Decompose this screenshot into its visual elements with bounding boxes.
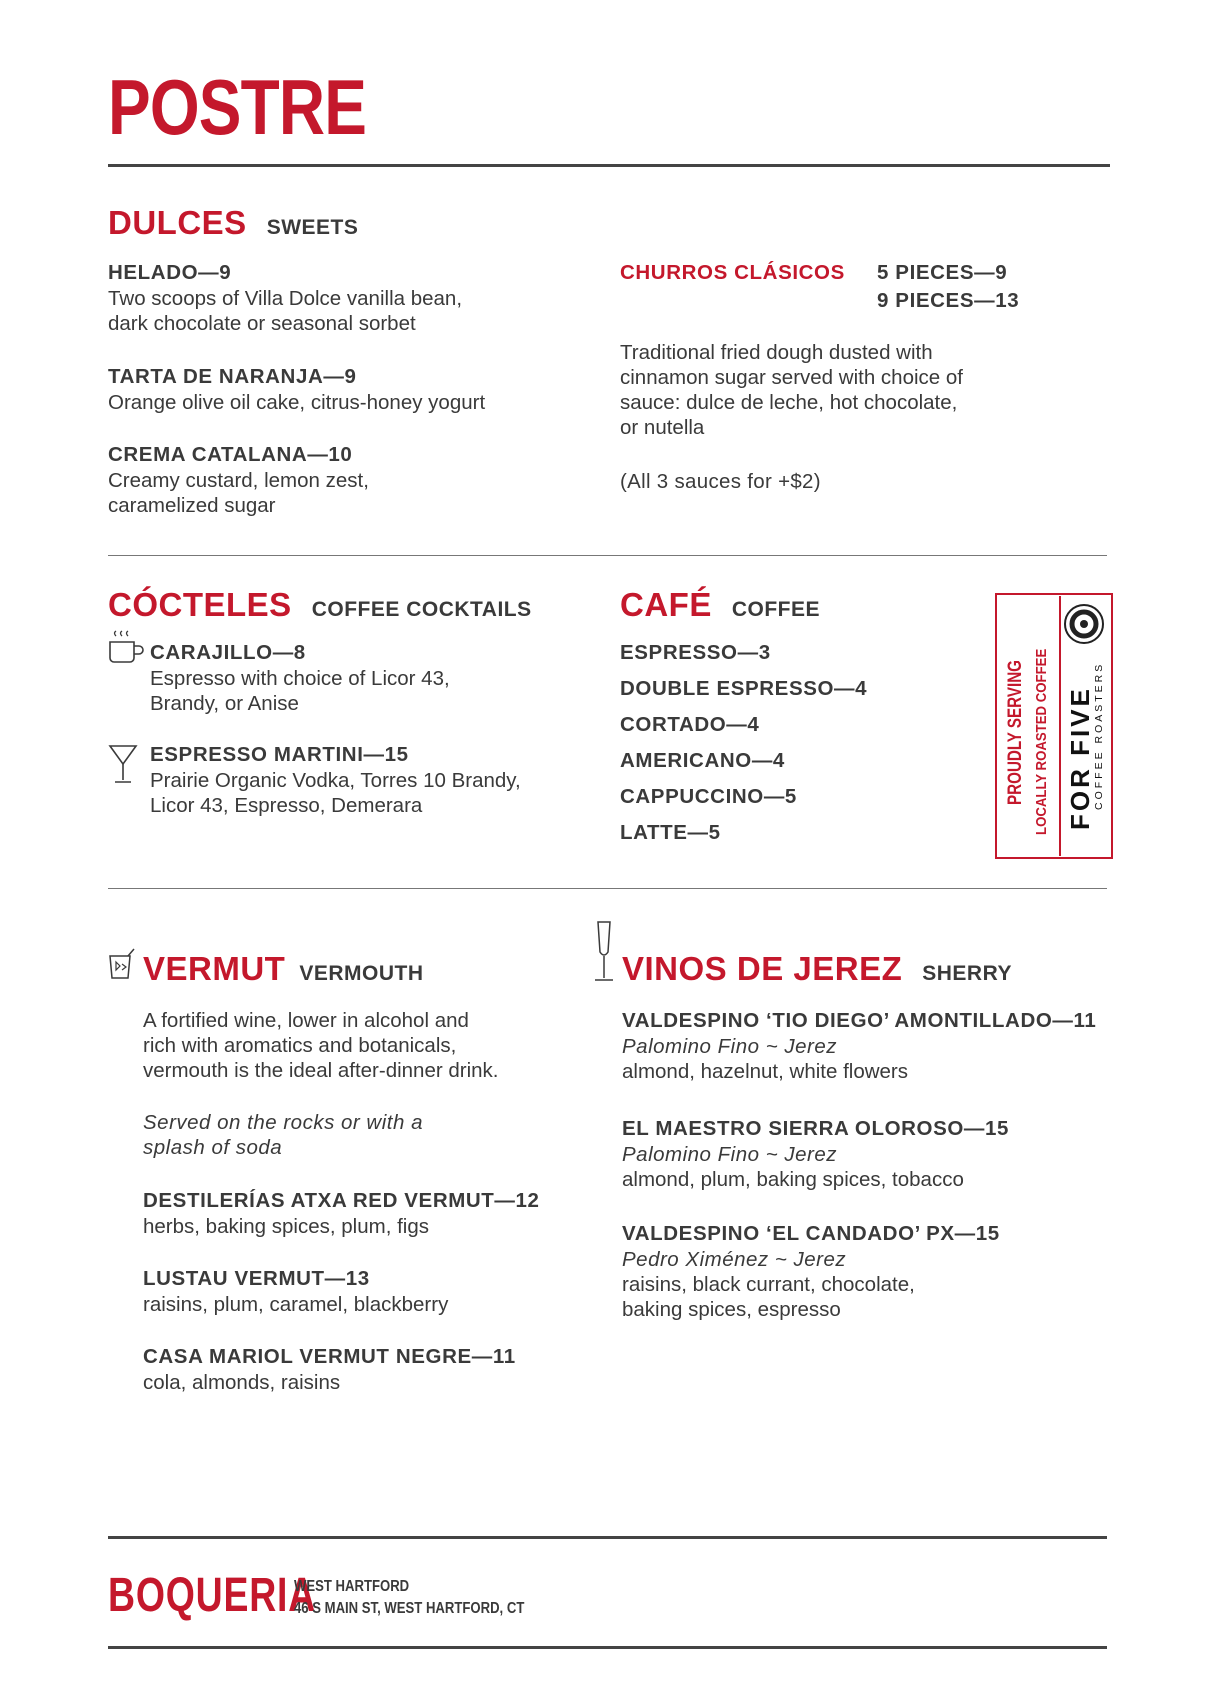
churros-name: CHURROS CLÁSICOS (620, 261, 845, 284)
vermut-serve-line: Served on the rocks or with a (143, 1111, 423, 1134)
item-desc: raisins, plum, caramel, blackberry (143, 1293, 449, 1316)
item-desc: Espresso with choice of Licor 43, (150, 667, 450, 690)
item-desc: raisins, black currant, chocolate, (622, 1273, 915, 1296)
footer-address: 46 S MAIN ST, WEST HARTFORD, CT (294, 1600, 525, 1617)
item-desc: Brandy, or Anise (150, 692, 299, 715)
item-desc: almond, plum, baking spices, tobacco (622, 1168, 964, 1191)
item-desc: dark chocolate or seasonal sorbet (108, 312, 416, 335)
item-desc: Creamy custard, lemon zest, (108, 469, 369, 492)
vermut-item-lustau (143, 1266, 448, 1317)
churros-desc-line: Traditional fried dough dusted with (620, 341, 933, 364)
churros-desc (620, 340, 963, 494)
cocteles-subtitle: COFFEE COCKTAILS (311, 598, 532, 621)
vermut-item-mariol (143, 1344, 516, 1395)
churros-desc-line: cinnamon sugar served with choice of (620, 366, 963, 389)
cafe-item: LATTE—5 (620, 821, 721, 844)
cafe-item: CAPPUCCINO—5 (620, 785, 797, 808)
item-desc: almond, hazelnut, white flowers (622, 1060, 909, 1083)
item-name: VALDESPINO ‘TIO DIEGO’ AMONTILLADO—11 (622, 1009, 1097, 1032)
item-desc: cola, almonds, raisins (143, 1371, 341, 1394)
for-five-logo-icon (1063, 603, 1105, 650)
badge-brand-sub: COFFEE ROASTERS (1093, 661, 1105, 810)
cafe-item: ESPRESSO—3 (620, 641, 771, 664)
vermut-intro-line: A fortified wine, lower in alcohol and (143, 1009, 469, 1032)
item-name: VALDESPINO ‘EL CANDADO’ PX—15 (622, 1222, 1000, 1245)
item-name: CARAJILLO—8 (150, 641, 306, 664)
cafe-list (620, 640, 867, 846)
cocteles-header (108, 588, 532, 622)
item-grape: Pedro Ximénez ~ Jerez (622, 1248, 847, 1271)
item-desc: Licor 43, Espresso, Demerara (150, 794, 423, 817)
item-desc: Prairie Organic Vodka, Torres 10 Brandy, (150, 769, 521, 792)
item-desc: Orange olive oil cake, citrus-honey yogurt (108, 391, 486, 414)
cafe-item: CORTADO—4 (620, 713, 760, 736)
cafe-subtitle: COFFEE (731, 598, 821, 621)
footer-rule-bottom (108, 1646, 1107, 1649)
item-name: CASA MARIOL VERMUT NEGRE—11 (143, 1345, 516, 1368)
item-grape: Palomino Fino ~ Jerez (622, 1035, 838, 1058)
vermut-intro-line: vermouth is the ideal after-dinner drink. (143, 1059, 499, 1082)
top-rule (108, 164, 1110, 167)
vermut-title: VERMUT (143, 950, 286, 987)
footer-brand: BOQUERIA (108, 1569, 317, 1622)
vermut-subtitle: VERMOUTH (299, 962, 424, 985)
jerez-title: VINOS DE JEREZ (622, 950, 903, 987)
jerez-item-candado (622, 1221, 1000, 1322)
item-name: EL MAESTRO SIERRA OLOROSO—15 (622, 1117, 1009, 1140)
dulces-title: DULCES (108, 204, 247, 241)
churros-desc-line: or nutella (620, 416, 705, 439)
cocteles-item-martini (150, 742, 521, 818)
churros-price-9: 9 PIECES—13 (877, 289, 1020, 312)
item-desc: Two scoops of Villa Dolce vanilla bean, (108, 287, 463, 310)
item-desc: caramelized sugar (108, 494, 276, 517)
item-name: HELADO—9 (108, 261, 232, 284)
churros-desc-line: sauce: dulce de leche, hot chocolate, (620, 391, 958, 414)
coffee-cup-icon (108, 630, 144, 677)
churros-price-5: 5 PIECES—9 (877, 261, 1008, 284)
item-name: TARTA DE NARANJA—9 (108, 365, 357, 388)
footer-location: WEST HARTFORD (294, 1578, 410, 1595)
rule-1 (108, 555, 1107, 556)
for-five-badge (995, 593, 1113, 859)
badge-brand: FOR FIVE (1065, 686, 1095, 830)
churros-prices (877, 260, 1019, 314)
vermut-item-atxa (143, 1188, 540, 1239)
vermut-serve-line: splash of soda (143, 1136, 283, 1159)
footer-rule-top (108, 1536, 1107, 1539)
jerez-item-oloroso (622, 1116, 1009, 1192)
item-name: ESPRESSO MARTINI—15 (150, 743, 409, 766)
cafe-title: CAFÉ (620, 586, 712, 623)
churros-item (620, 260, 845, 286)
item-grape: Palomino Fino ~ Jerez (622, 1143, 838, 1166)
badge-proudly-serving: PROUDLY SERVING (1005, 659, 1026, 805)
dulces-header (108, 206, 358, 240)
churros-note: (All 3 sauces for +$2) (620, 470, 821, 493)
badge-locally-roasted: LOCALLY ROASTED COFFEE (1033, 648, 1050, 835)
vermut-intro-line: rich with aromatics and botanicals, (143, 1034, 457, 1057)
vermouth-glass-icon (106, 948, 136, 987)
vermut-serve-note (143, 1110, 423, 1160)
jerez-header (622, 952, 1012, 986)
vermut-intro (143, 1008, 499, 1083)
cocteles-item-carajillo (150, 640, 450, 716)
rule-2 (108, 888, 1107, 889)
cafe-item: DOUBLE ESPRESSO—4 (620, 677, 868, 700)
cafe-item: AMERICANO—4 (620, 749, 785, 772)
item-desc: herbs, baking spices, plum, figs (143, 1215, 429, 1238)
item-name: LUSTAU VERMUT—13 (143, 1267, 370, 1290)
dulces-item-crema (108, 442, 369, 518)
item-name: DESTILERÍAS ATXA RED VERMUT—12 (143, 1189, 540, 1212)
page-title: POSTRE (108, 63, 367, 151)
item-name: CREMA CATALANA—10 (108, 443, 353, 466)
sherry-glass-icon (592, 920, 618, 989)
dulces-item-helado (108, 260, 462, 336)
vermut-header (143, 952, 424, 986)
martini-glass-icon (108, 742, 140, 791)
cafe-header (620, 588, 820, 622)
dulces-subtitle: SWEETS (266, 216, 359, 239)
item-desc: baking spices, espresso (622, 1298, 841, 1321)
jerez-item-tio-diego (622, 1008, 1096, 1084)
dulces-item-tarta (108, 364, 485, 415)
cocteles-title: CÓCTELES (108, 586, 292, 623)
footer-address-block (294, 1576, 575, 1620)
jerez-subtitle: SHERRY (922, 962, 1012, 985)
